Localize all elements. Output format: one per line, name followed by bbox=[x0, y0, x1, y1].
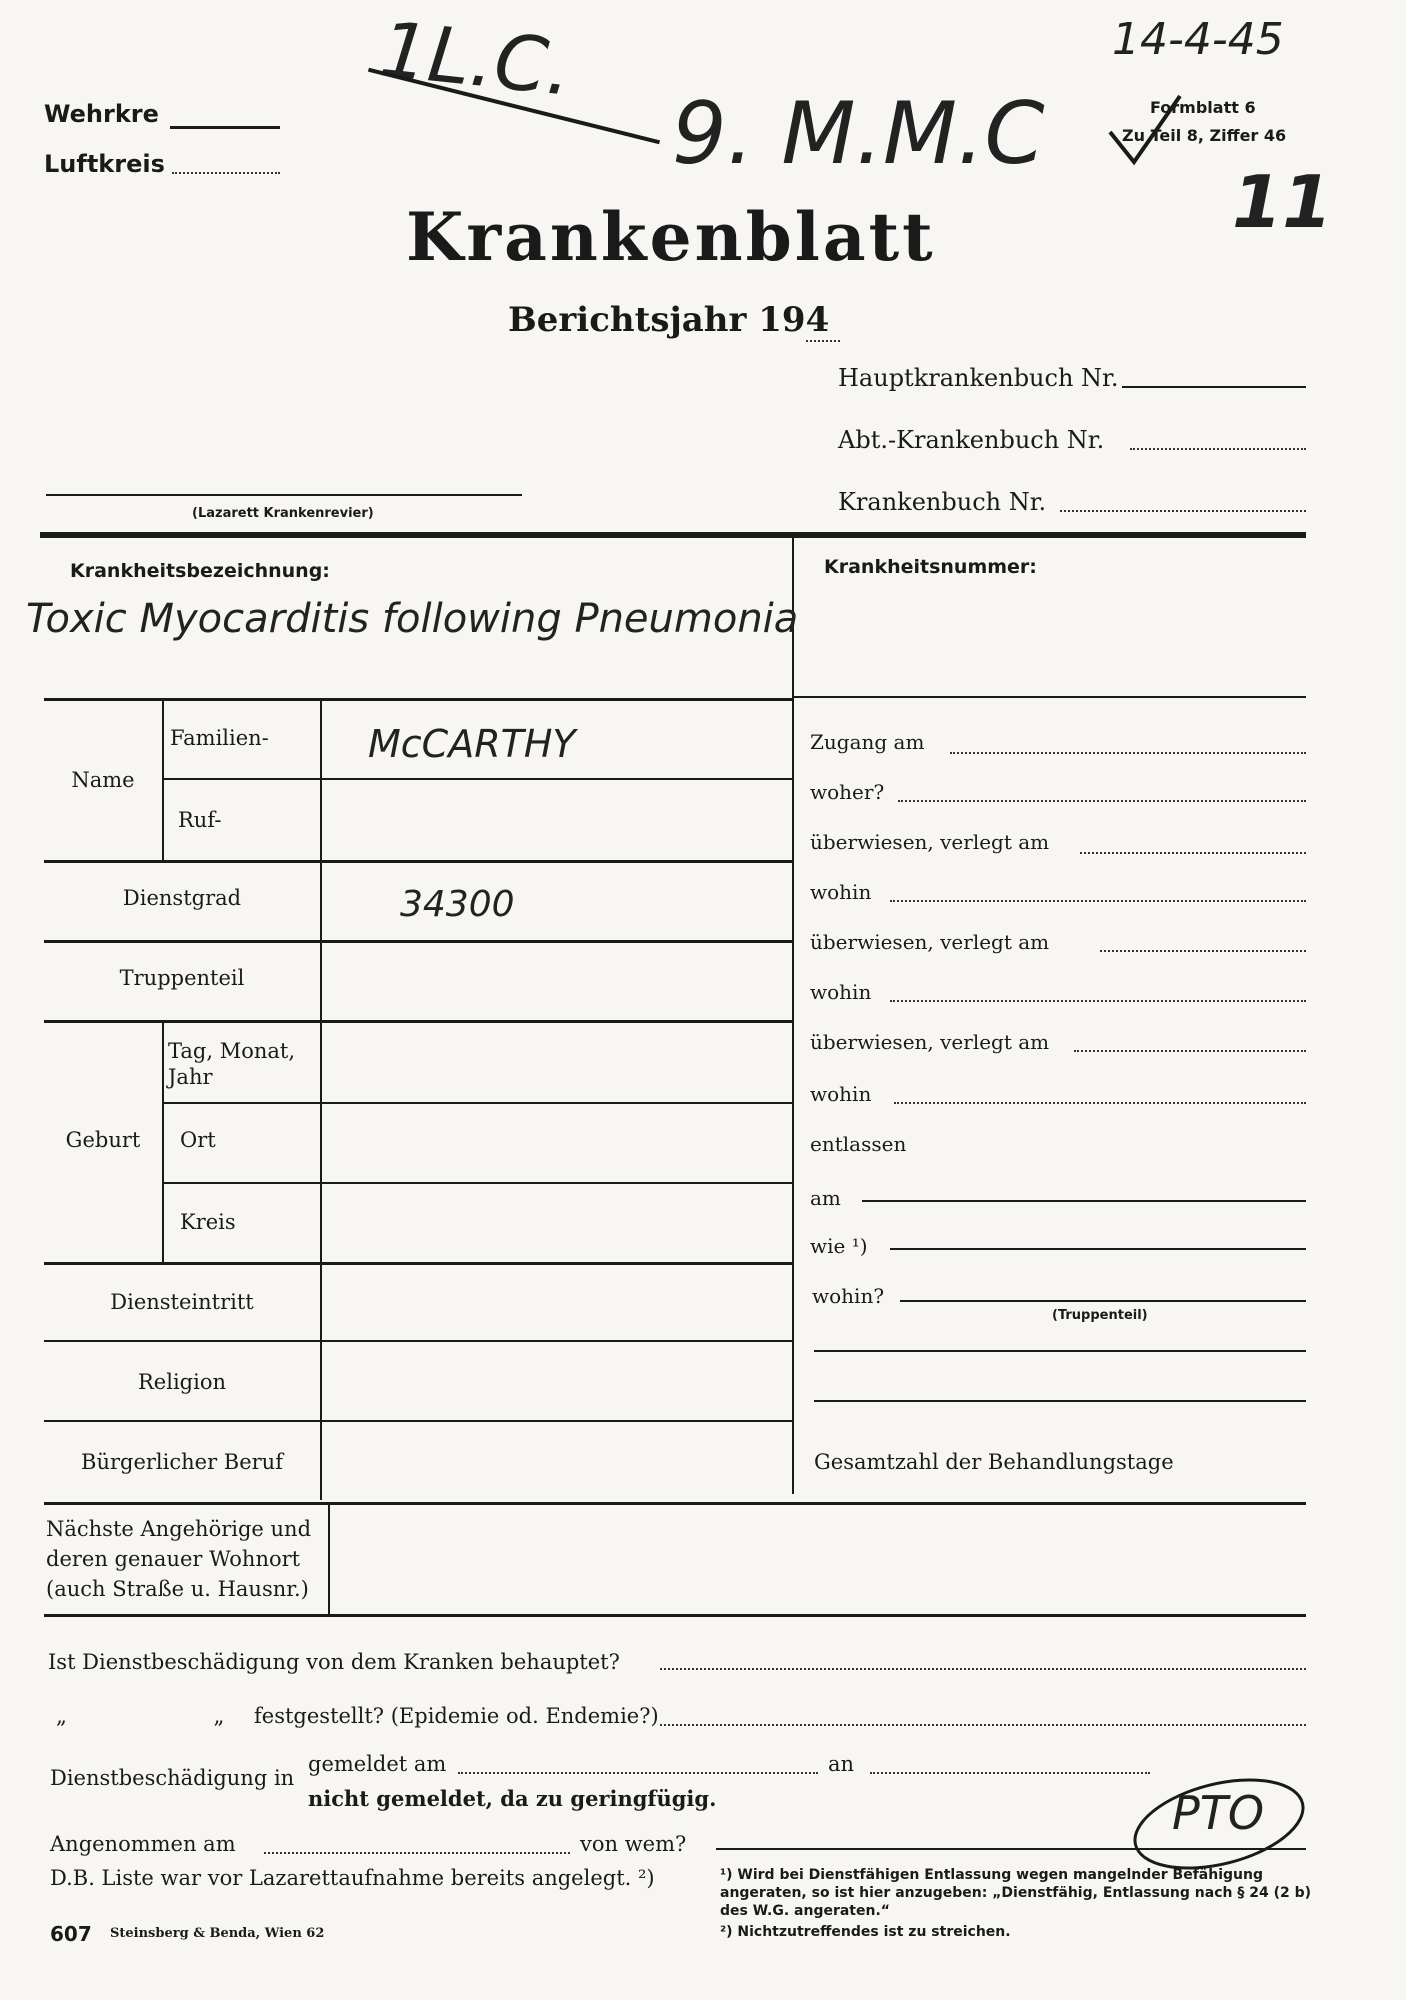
birth-date-label: Tag, Monat, Jahr bbox=[168, 1039, 295, 1089]
verlegt-label-3: überwiesen, verlegt am bbox=[810, 1030, 1050, 1054]
luftkreis-line bbox=[172, 172, 280, 174]
question-established: festgestellt? (Epidemie od. Endemie?) bbox=[254, 1704, 659, 1728]
wohin-line-1 bbox=[890, 900, 1306, 902]
wohin-label-final: wohin? bbox=[812, 1284, 885, 1308]
wohin-label-3: wohin bbox=[810, 1082, 872, 1106]
question-claimed: Ist Dienstbeschädigung von dem Kranken behauptet? bbox=[48, 1650, 620, 1674]
reported-line bbox=[458, 1772, 818, 1774]
verlegt-label-1: überwiesen, verlegt am bbox=[810, 830, 1050, 854]
birth-place-label: Ort bbox=[180, 1128, 216, 1152]
religion-label: Religion bbox=[138, 1370, 226, 1394]
zugang-label: Zugang am bbox=[810, 730, 925, 754]
table-rule bbox=[44, 940, 792, 943]
table-vline bbox=[328, 1504, 330, 1614]
wohin-label-1: wohin bbox=[810, 880, 872, 904]
dienstgrad-label: Dienstgrad bbox=[122, 886, 242, 910]
gesamtzahl-label: Gesamtzahl der Behandlungstage bbox=[814, 1450, 1174, 1474]
damage-label: Dienstbeschädigung in bbox=[50, 1766, 295, 1790]
handwritten-family-name: McCARTHY bbox=[368, 722, 576, 766]
not-reported-label: nicht gemeldet, da zu geringfügig. bbox=[308, 1786, 717, 1811]
formblatt-ref: Zu Teil 8, Ziffer 46 bbox=[1122, 126, 1287, 145]
blank-line bbox=[814, 1350, 1306, 1352]
diensteintritt-label: Diensteintritt bbox=[110, 1290, 254, 1314]
wehrkreis-line bbox=[170, 126, 280, 129]
handwritten-date: 14-4-45 bbox=[1112, 14, 1284, 65]
geburt-label: Geburt bbox=[65, 1128, 141, 1152]
wohin-line-final bbox=[900, 1300, 1306, 1302]
verlegt-line-2 bbox=[1100, 950, 1306, 952]
woher-label: woher? bbox=[810, 780, 885, 804]
question-claimed-line bbox=[660, 1668, 1306, 1670]
reported-label: gemeldet am bbox=[308, 1752, 447, 1776]
db-liste-label: D.B. Liste war vor Lazarettaufnahme bereits angelegt. ²) bbox=[50, 1866, 655, 1890]
formblatt-label: Formblatt 6 bbox=[1150, 98, 1256, 117]
hauptkrankenbuch-line bbox=[1122, 386, 1306, 388]
printer-imprint: Steinsberg & Benda, Wien 62 bbox=[110, 1926, 325, 1941]
ruf-label: Ruf- bbox=[178, 808, 222, 832]
woher-line bbox=[898, 800, 1306, 802]
wie-label: wie ¹) bbox=[810, 1234, 868, 1258]
berichtsjahr-label: Berichtsjahr 194 bbox=[508, 300, 830, 340]
entlassen-am-label: am bbox=[810, 1186, 841, 1210]
verlegt-line-3 bbox=[1074, 1050, 1306, 1052]
handwritten-unit-main: 9. M.M.C bbox=[672, 84, 1045, 184]
truppenteil-label: Truppenteil bbox=[119, 966, 245, 990]
wehrkreis-label: Wehrkre bbox=[44, 100, 159, 128]
reported-to-line bbox=[870, 1772, 1150, 1774]
krankenbuch-line bbox=[1060, 510, 1306, 512]
handwritten-diagnosis: Toxic Myocarditis following Pneumonia bbox=[26, 596, 799, 642]
von-wem-label: von wem? bbox=[580, 1832, 687, 1856]
family-label: Familien- bbox=[170, 726, 269, 750]
table-subrule bbox=[162, 1182, 792, 1184]
lazarett-caption: (Lazarett Krankenrevier) bbox=[192, 506, 374, 521]
table-vline bbox=[320, 700, 322, 1500]
krankheitsnummer-label: Krankheitsnummer: bbox=[824, 556, 1037, 578]
table-subrule bbox=[162, 1102, 792, 1104]
table-vline bbox=[162, 1022, 164, 1262]
footnote-2: ²) Nichtzutreffendes ist zu streichen. bbox=[720, 1924, 1011, 1940]
entlassen-am-line bbox=[862, 1200, 1306, 1202]
lazarett-line bbox=[46, 494, 522, 496]
angenommen-label: Angenommen am bbox=[50, 1832, 236, 1856]
truppenteil-caption: (Truppenteil) bbox=[1052, 1308, 1148, 1323]
wie-line bbox=[890, 1248, 1306, 1250]
ditto-marks: „ „ bbox=[56, 1704, 295, 1728]
table-rule bbox=[44, 1614, 1306, 1617]
table-rule bbox=[44, 1502, 1306, 1505]
table-vline bbox=[162, 700, 164, 860]
angenommen-line bbox=[264, 1852, 570, 1854]
diagnosis-label: Krankheitsbezeichnung: bbox=[70, 560, 330, 582]
abt-krankenbuch-label: Abt.-Krankenbuch Nr. bbox=[838, 426, 1105, 454]
luftkreis-label: Luftkreis bbox=[44, 150, 165, 178]
zugang-line bbox=[950, 752, 1306, 754]
birth-district-label: Kreis bbox=[180, 1210, 236, 1234]
beruf-label: Bürgerlicher Beruf bbox=[81, 1450, 283, 1474]
reported-to-label: an bbox=[828, 1752, 855, 1776]
wohin-line-3 bbox=[894, 1102, 1306, 1104]
table-rule bbox=[44, 1340, 792, 1342]
table-rule bbox=[44, 860, 792, 863]
entlassen-label: entlassen bbox=[810, 1132, 907, 1156]
handwritten-unit-top: 1L.C. bbox=[375, 4, 577, 113]
verlegt-label-2: überwiesen, verlegt am bbox=[810, 930, 1050, 954]
table-rule bbox=[44, 698, 792, 701]
form-top-rule bbox=[40, 532, 1306, 538]
blank-line bbox=[814, 1400, 1306, 1402]
table-subrule bbox=[162, 778, 792, 780]
wohin-label-2: wohin bbox=[810, 980, 872, 1004]
form-title: Krankenblatt bbox=[406, 198, 936, 276]
handwritten-rank-number: 34300 bbox=[400, 884, 515, 925]
table-rule bbox=[44, 1020, 792, 1023]
krankenbuch-label: Krankenbuch Nr. bbox=[838, 488, 1047, 516]
table-rule bbox=[44, 1420, 792, 1422]
handwritten-pto: PTO bbox=[1172, 1786, 1265, 1840]
name-label: Name bbox=[71, 768, 135, 792]
table-rule bbox=[44, 1262, 792, 1265]
abt-krankenbuch-line bbox=[1130, 448, 1306, 450]
footnote-1: ¹) Wird bei Dienstfähigen Entlassung wegen mangelnder Befähigung angeraten, so ist hier anzugeben: „Dienstfähig, Entlassung nach § 24 (2 b) des W.G. angeraten.“ bbox=[720, 1867, 1312, 1919]
berichtsjahr-line bbox=[806, 340, 840, 342]
column-divider bbox=[792, 538, 794, 1494]
handwritten-mark: 11 bbox=[1232, 160, 1333, 244]
check-mark-icon bbox=[1104, 92, 1184, 172]
wohin-line-2 bbox=[890, 1000, 1306, 1002]
question-established-line bbox=[660, 1724, 1306, 1726]
hauptkrankenbuch-label: Hauptkrankenbuch Nr. bbox=[838, 364, 1119, 392]
angehoerige-label: Nächste Angehörige und deren genauer Wohnort (auch Straße u. Hausnr.) bbox=[46, 1517, 312, 1601]
right-rule bbox=[794, 696, 1306, 698]
verlegt-line-1 bbox=[1080, 852, 1306, 854]
form-number: 607 bbox=[50, 1922, 92, 1946]
